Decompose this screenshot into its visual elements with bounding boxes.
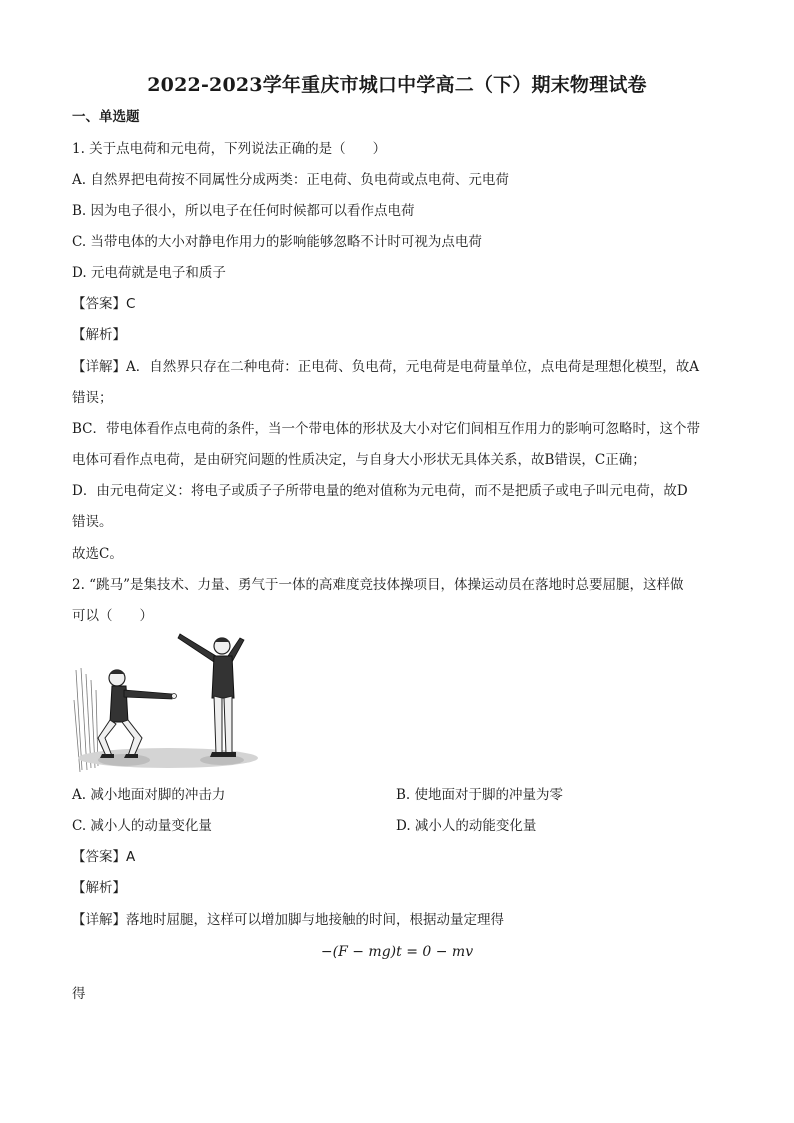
question-2-stem: 2. “跳马”是集技术、力量、勇气于一体的高难度竞技体操项目，体操运动员在落地时总要屈腿，这样做 xyxy=(72,577,684,593)
question-2-option-a: A. 减小地面对脚的冲击力 xyxy=(72,787,226,803)
question-2-continuation: 得 xyxy=(72,986,86,1002)
section-heading: 一、单选题 xyxy=(72,109,140,125)
question-2-option-b: B. 使地面对于脚的冲量为零 xyxy=(396,787,564,803)
gymnast-landing-illustration xyxy=(72,630,260,772)
page-title: 2022-2023学年重庆市城口中学高二（下）期末物理试卷 xyxy=(147,74,647,96)
momentum-theorem-equation: −(F − mg)t = 0 − mv xyxy=(320,944,474,960)
question-1-option-a: A. 自然界把电荷按不同属性分成两类：正电荷、负电荷或点电荷、元电荷 xyxy=(72,172,509,188)
standing-gymnast-figure xyxy=(178,634,244,757)
question-1-option-c: C. 当带电体的大小对静电作用力的影响能够忽略不计时可视为点电荷 xyxy=(72,234,482,250)
question-2-answer: 【答案】A xyxy=(72,849,136,865)
question-1-analysis-label: 【解析】 xyxy=(72,327,126,343)
question-2-stem-continued: 可以（ ） xyxy=(72,608,153,624)
question-1-conclusion: 故选C。 xyxy=(72,546,123,562)
question-1-detail-line: 错误。 xyxy=(72,514,113,530)
question-1-detail-line: 电体可看作点电荷，是由研究问题的性质决定，与自身大小形状无具体关系，故B错误，C正确； xyxy=(72,452,646,468)
question-2-option-c: C. 减小人的动量变化量 xyxy=(72,818,212,834)
question-1-stem: 1. 关于点电荷和元电荷，下列说法正确的是（ ） xyxy=(72,141,387,157)
question-2-option-d: D. 减小人的动能变化量 xyxy=(396,818,537,834)
question-1-option-b: B. 因为电子很小，所以电子在任何时候都可以看作点电荷 xyxy=(72,203,415,219)
question-2-analysis-label: 【解析】 xyxy=(72,880,126,896)
question-1-detail-line: 【详解】A．自然界只存在二种电荷：正电荷、负电荷，元电荷是电荷量单位，点电荷是理想化模型，故A xyxy=(72,359,699,375)
question-1-detail-line: D．由元电荷定义：将电子或质子子所带电量的绝对值称为元电荷，而不是把质子或电子叫元电荷，故D xyxy=(72,483,688,499)
question-1-answer: 【答案】C xyxy=(72,296,136,312)
question-1-option-d: D. 元电荷就是电子和质子 xyxy=(72,265,226,281)
question-2-detail-line: 【详解】落地时屈腿，这样可以增加脚与地接触的时间，根据动量定理得 xyxy=(72,912,504,928)
crouching-gymnast-figure xyxy=(98,670,177,758)
question-1-detail-line: 错误； xyxy=(72,390,113,406)
question-1-detail-line: BC．带电体看作点电荷的条件，当一个带电体的形状及大小对它们间相互作用力的影响可忽略时，这个带 xyxy=(72,421,700,437)
